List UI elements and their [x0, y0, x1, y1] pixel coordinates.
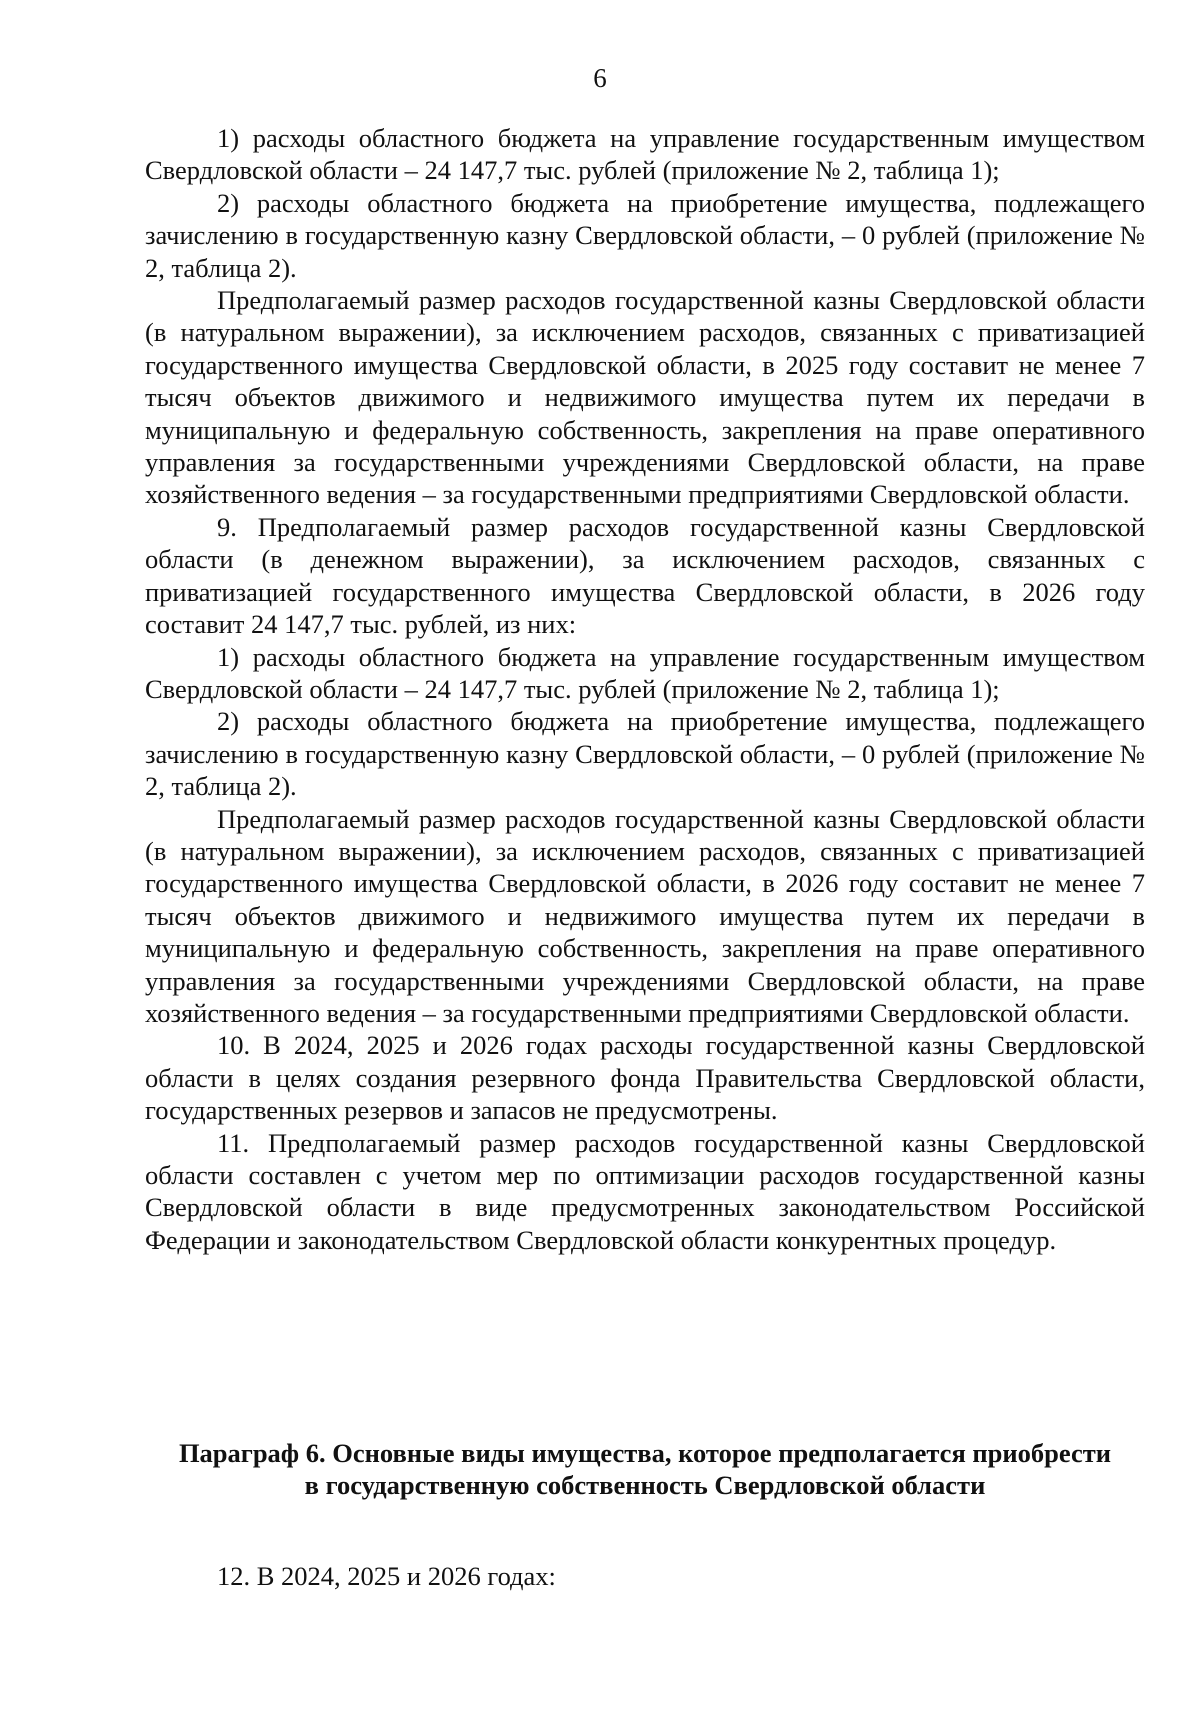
paragraph-item-10: 10. В 2024, 2025 и 2026 годах расходы государственной казны Свердловской области в целях создания резервного фонда Правительства Свердловской области, государственных резервов и запасов не предусмотрены. — [145, 1030, 1145, 1126]
paragraph-natural-expenses-2025: Предполагаемый размер расходов государственной казны Свердловской области (в натуральном выражении), за исключением расходов, связанных с приватизацией государственного имущества Свердловской области, в 2025 году составит не менее 7 тысяч объектов движимого и недвижимого имущества путем их передачи в муниципальную и федеральную собственность, закрепления на праве оперативного управления за государственными учреждениями Свердловской области, на праве хозяйственного ведения – за государственными предприятиями Свердловской области. — [145, 285, 1145, 510]
paragraph-item-11: 11. Предполагаемый размер расходов государственной казны Свердловской области составлен с учетом мер по оптимизации расходов государственной казны Свердловской области в виде предусмотренных законодательством Российской Федерации и законодательством Свердловской области конкурентных процедур. — [145, 1127, 1145, 1255]
paragraph-item-12: 12. В 2024, 2025 и 2026 годах: — [217, 1561, 556, 1591]
paragraph-natural-expenses-2026: Предполагаемый размер расходов государственной казны Свердловской области (в натуральном выражении), за исключением расходов, связанных с приватизацией государственного имущества Свердловской области, в 2026 году составит не менее 7 тысяч объектов движимого и недвижимого имущества путем их передачи в муниципальную и федеральную собственность, закрепления на праве оперативного управления за государственными учреждениями Свердловской области, на праве хозяйственного ведения – за государственными предприятиями Свердловской области. — [145, 803, 1145, 1028]
section-heading-line-1: Параграф 6. Основные виды имущества, которое предполагается приобрести — [178, 1438, 1112, 1468]
paragraph-expenses-acquisition-2026: 2) расходы областного бюджета на приобретение имущества, подлежащего зачислению в государственную казну Свердловской области, – 0 рублей (приложение № 2, таблица 2). — [145, 706, 1145, 802]
page-number: 6 — [593, 63, 607, 93]
paragraph-expenses-management-2025: 1) расходы областного бюджета на управление государственным имуществом Свердловской области – 24 147,7 тыс. рублей (приложение № 2, таблица 1); — [145, 123, 1145, 186]
paragraph-item-9: 9. Предполагаемый размер расходов государственной казны Свердловской области (в денежном выражении), за исключением расходов, связанных с приватизацией государственного имущества Свердловской области, в 2026 году составит 24 147,7 тыс. рублей, из них: — [145, 511, 1145, 640]
paragraph-expenses-acquisition-2025: 2) расходы областного бюджета на приобретение имущества, подлежащего зачислению в государственную казну Свердловской области, – 0 рублей (приложение № 2, таблица 2). — [145, 187, 1145, 283]
section-heading — [145, 1437, 1145, 1502]
paragraph-expenses-management-2026: 1) расходы областного бюджета на управление государственным имуществом Свердловской области – 24 147,7 тыс. рублей (приложение № 2, таблица 1); — [145, 641, 1145, 704]
document-body — [145, 122, 1145, 1256]
section-heading-line-2: в государственную собственность Свердловской области — [304, 1470, 986, 1501]
